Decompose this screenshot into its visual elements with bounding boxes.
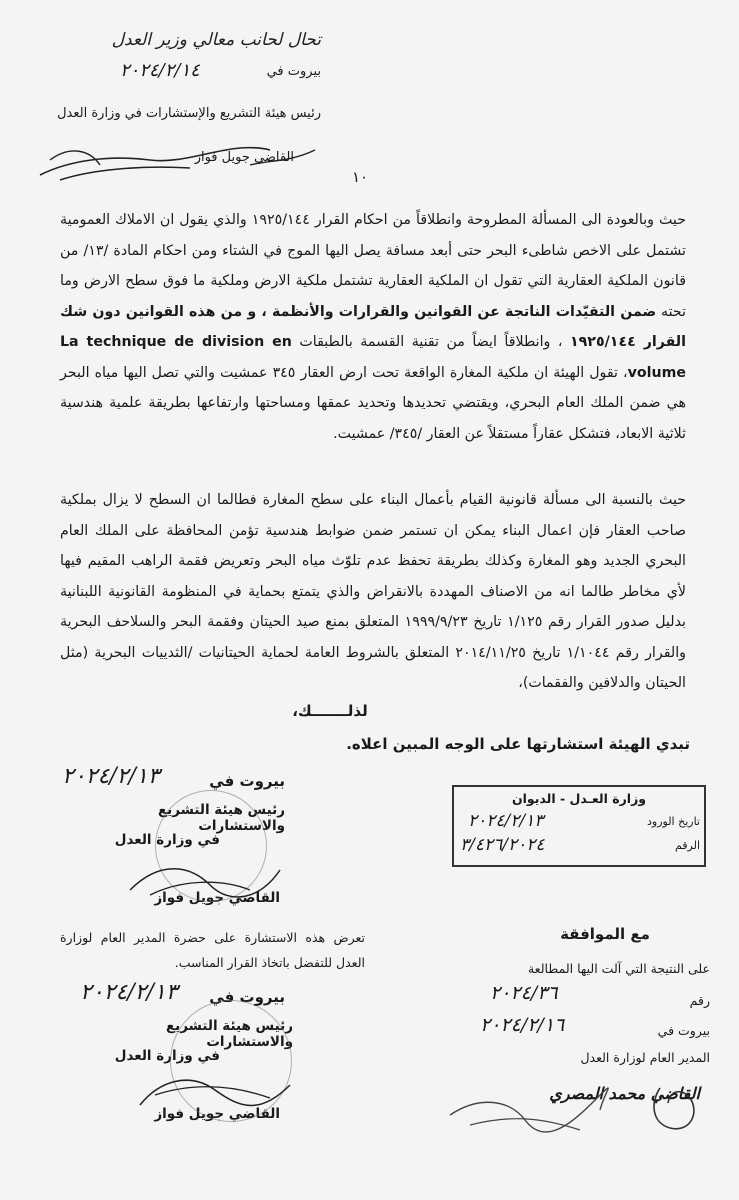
intake-stamp-date: ٢٠٢٤/٢/١٣ bbox=[468, 811, 544, 831]
approval-line1: على النتيجة التي آلت اليها المطالعة bbox=[527, 961, 710, 976]
intake-stamp bbox=[452, 785, 706, 867]
intake-stamp-number: ٣/٤٢٦/٢٠٢٤ bbox=[460, 835, 545, 855]
sign1-ministry: في وزارة العدل bbox=[114, 832, 220, 848]
paragraph-1 bbox=[60, 205, 686, 449]
paragraph-1-latin-term: La technique de division en volume bbox=[60, 334, 686, 381]
approval-name: القاضي محمد المصري bbox=[549, 1084, 700, 1103]
conclusion-opinion: تبدي الهيئة استشارتها على الوجه المبين اعلاه. bbox=[346, 735, 690, 753]
sign2-name: القاضي جويل فواز bbox=[154, 1106, 280, 1122]
referral-text: تعرض هذه الاستشارة على حضرة المدير العام لوزارة العدل للتفضل باتخاذ القرار المناسب. bbox=[60, 930, 365, 970]
paragraph-1-part1: حيث وبالعودة الى المسألة المطروحة وانطلاقاً من احكام القرار ١٩٢٥/١٤٤ والذي يقول ان الاملاك العمومية تشتمل على الاخص شاطىء البحر حتى أبعد مسافة يصل اليها الموج في الشتاء ومن احكام المادة /١٣/ من قانون الملكية العقارية التي تقول ان الملكية العقارية تشتمل ملكية الارض وملكية ما فوق سطح الارض وما تحته bbox=[60, 212, 686, 320]
approval-number-label: رقم bbox=[689, 993, 710, 1008]
sign1-title: رئيس هيئة التشريع والاستشارات bbox=[157, 802, 285, 834]
sign1-date-label: بيروت في bbox=[209, 772, 285, 790]
approval-number: ٢٠٢٤/٣٦ bbox=[490, 982, 558, 1004]
sign1-date: ٢٠٢٤/٢/١٣ bbox=[62, 764, 160, 789]
approval-date-label: بيروت في bbox=[657, 1023, 710, 1038]
conclusion-heading: لذلـــــــك، bbox=[292, 702, 368, 720]
paragraph-1-bold: ضمن التقيّدات الناتجة عن القوانين والقرارات والأنظمة ، و من هذه القوانين دون شك القرار ١٩٢٥/١٤٤ bbox=[60, 303, 686, 350]
paragraph-2: حيث بالنسبة الى مسألة قانونية القيام بأعمال البناء على سطح المغارة فطالما ان السطح لا يزال بملكية صاحب العقار فإن اعمال البناء يمكن ان تستمر ضمن ضوابط هندسية تؤمن المحافظة على الملك العام البحري الجديد وهو المغارة وكذلك بطريقة تحفظ عدم تلوّث مياه البحر وتعريض فقمة الراهب المقيم فيها لأي مخاطر طالما انه من الاصناف المهددة بالانقراض والذي يتمتع بحماية في المنظومة القانونية اللبنانية بدليل صدور القرار رقم ١/١٢٥ تاريخ ١٩٩٩/٩/٢٣ المتعلق بمنع صيد الحيتان وفقمة البحر والسلاحف البحرية والقرار رقم ١/١٠٤٤ تاريخ ٢٠١٤/١١/٢٥ المتعلق بالشروط العامة لحماية الحيتانيات /الثدييات البحرية (مثل الحيتان والدلافين والفقمات)، bbox=[60, 492, 686, 691]
approval-date: ٢٠٢٤/٢/١٦ bbox=[480, 1014, 565, 1036]
intake-stamp-date-label: تاريخ الورود bbox=[647, 815, 700, 828]
top-note-line1: تحال لحانب معالي وزير العدل bbox=[111, 30, 321, 50]
sign2-date: ٢٠٢٤/٢/١٣ bbox=[80, 980, 178, 1005]
top-note-name: القاضي جويل فواز bbox=[194, 150, 294, 165]
paragraph-1-part3: ، تقول الهيئة ان ملكية المغارة الواقعة تحت ارض العقار ٣٤٥ عمشيت والتي تصل اليها مياه البحر هي ضمن الملك العام البحري، ويقتضي تحديدها وتحديد عمقها ومساحتها وارتفاعها بطريقة علمية هندسية ثلاثية الابعاد، فتشكل عقاراً مستقلاً عن العقار /٣٤٥/ عمشيت. bbox=[60, 364, 686, 442]
sign2-ministry: في وزارة العدل bbox=[114, 1048, 220, 1064]
approval-title: مع الموافقة bbox=[560, 925, 650, 943]
top-note-date: ٢٠٢٤/٢/١٤ bbox=[120, 60, 200, 81]
intake-stamp-number-label: الرقم bbox=[674, 839, 700, 852]
paragraph-1-part2: ، وانطلاقاً ايضاً من تقنية القسمة بالطبقات bbox=[291, 334, 570, 350]
intake-stamp-title: وزارة العـدل - الديوان bbox=[511, 791, 647, 806]
top-note-line2: بيروت في bbox=[266, 64, 321, 79]
sign1-name: القاضي جويل فواز bbox=[154, 890, 280, 906]
page-number: ١٠ bbox=[352, 168, 369, 186]
top-note-title: رئيس هيئة التشريع والإستشارات في وزارة العدل bbox=[57, 106, 321, 121]
sign1-round-seal bbox=[155, 790, 267, 902]
sign2-date-label: بيروت في bbox=[209, 988, 285, 1006]
sign2-title: رئيس هيئة التشريع والاستشارات bbox=[165, 1018, 293, 1050]
approval-role: المدير العام لوزارة العدل bbox=[580, 1050, 710, 1065]
sign2-round-seal bbox=[170, 1000, 292, 1122]
